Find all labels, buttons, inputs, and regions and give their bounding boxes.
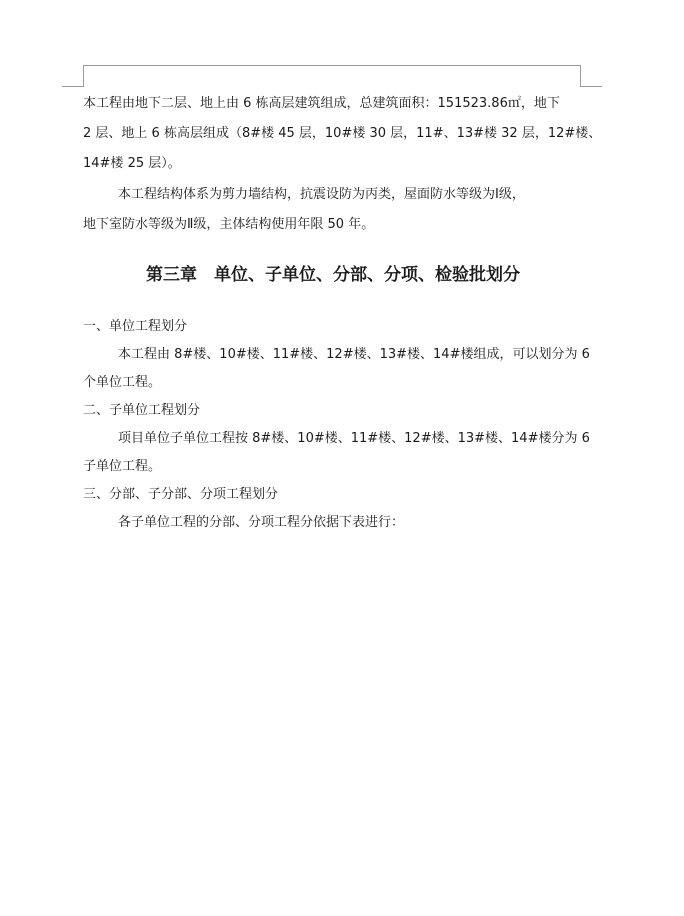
paragraph-line: 本工程由 8#楼、10#楼、11#楼、12#楼、13#楼、14#楼组成，可以划分为 6 — [118, 347, 590, 362]
crop-mark-top-left — [62, 65, 84, 87]
paragraph-line: 个单位工程。 — [83, 375, 162, 390]
paragraph-line: 2 层、地上 6 栋高层组成（8#楼 45 层，10#楼 30 层，11#、13#楼 32 层，12#楼、 — [83, 126, 602, 141]
crop-mark-top-right — [580, 65, 602, 87]
paragraph-line: 本工程由地下二层、地上由 6 栋高层建筑组成，总建筑面积：151523.86㎡，地下 — [83, 96, 560, 111]
paragraph-line: 地下室防水等级为Ⅱ级，主体结构使用年限 50 年。 — [83, 217, 375, 232]
section-heading: 二、子单位工程划分 — [83, 403, 201, 418]
paragraph-line: 子单位工程。 — [83, 459, 162, 474]
paragraph-line: 项目单位子单位工程按 8#楼、10#楼、11#楼、12#楼、13#楼、14#楼分为 6 — [118, 431, 590, 446]
section-heading: 三、分部、子分部、分项工程划分 — [83, 487, 279, 502]
paragraph-line: 14#楼 25 层）。 — [83, 156, 181, 171]
paragraph-line: 各子单位工程的分部、分项工程分依据下表进行： — [118, 515, 405, 530]
top-margin-line — [83, 65, 580, 66]
section-heading: 一、单位工程划分 — [83, 319, 188, 334]
chapter-title: 第三章 单位、子单位、分部、分项、检验批划分 — [146, 265, 520, 285]
paragraph-line: 本工程结构体系为剪力墙结构，抗震设防为丙类，屋面防水等级为Ⅰ级， — [118, 187, 525, 202]
